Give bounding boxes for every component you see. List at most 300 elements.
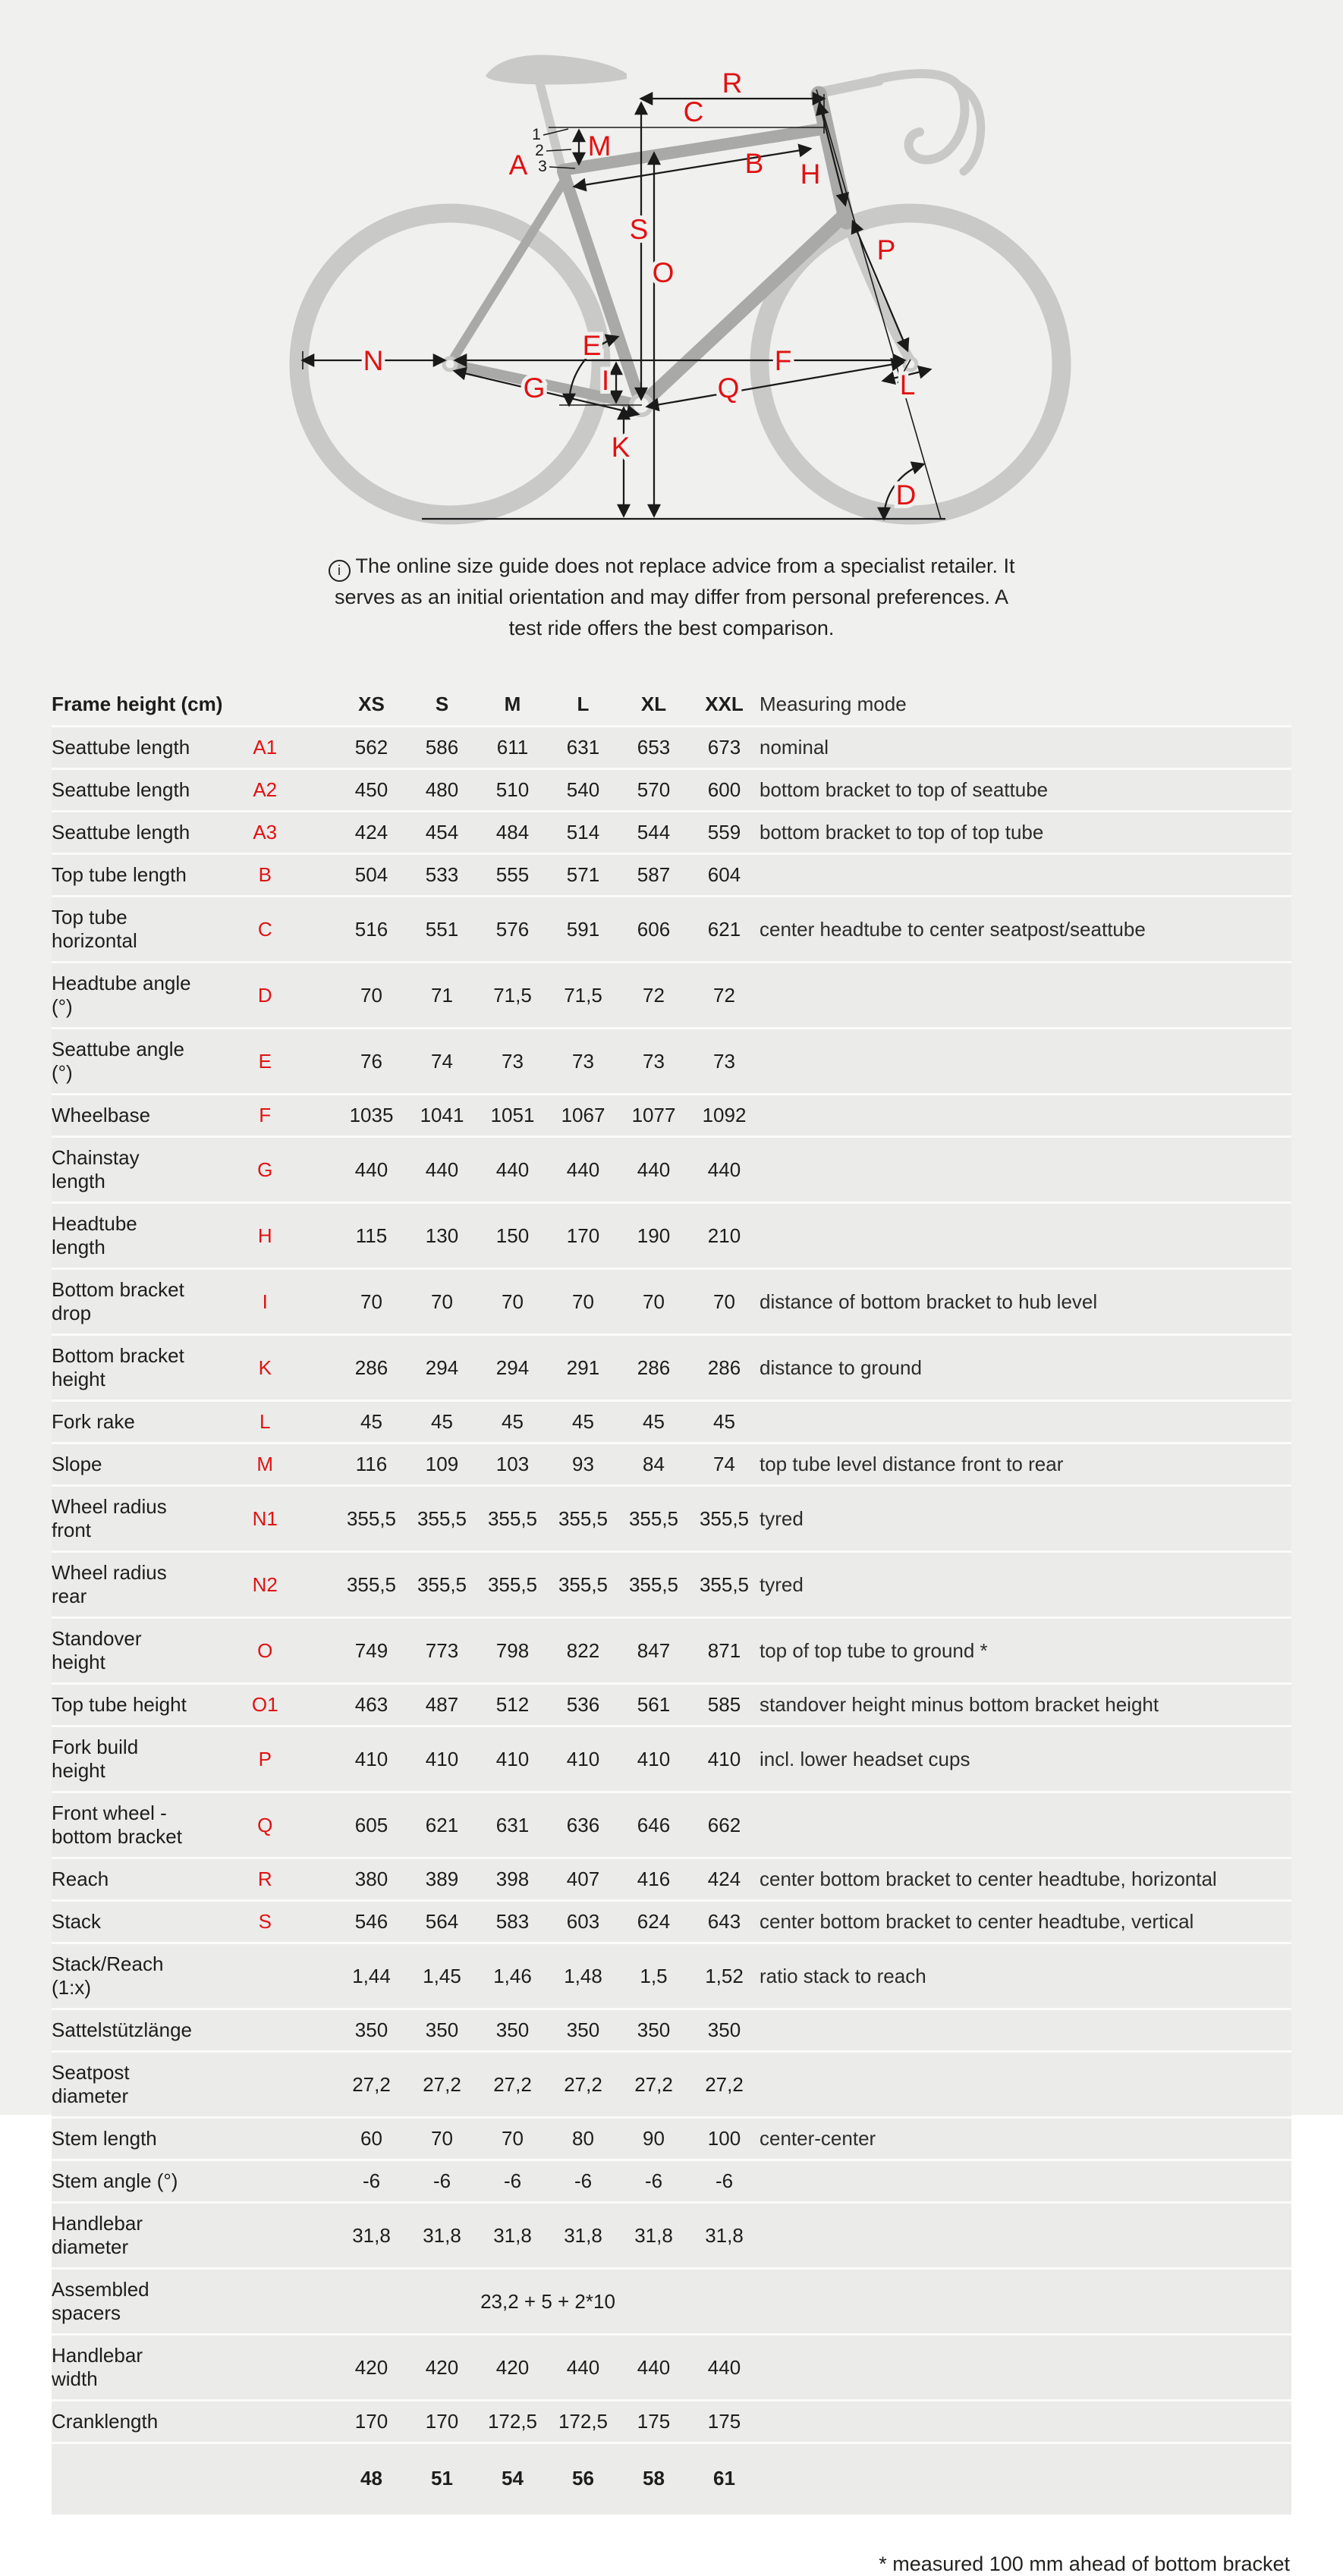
row-value: 286 [354,1356,388,1379]
row-value: 510 [495,778,530,801]
row-value: 170 [425,2410,459,2433]
row-letter: F [259,1104,272,1126]
row-value: 45 [643,1410,665,1433]
row-value: 410 [495,1747,530,1770]
row-label: Top tube height [52,1693,187,1716]
table-row [52,1335,1291,1401]
row-value: 350 [354,2018,388,2041]
table-row [52,1618,1291,1684]
table-row [52,1137,1291,1203]
row-value: 130 [425,1224,459,1247]
table-row [52,1901,1291,1943]
row-value: 611 [496,736,529,759]
row-value: 646 [637,1813,671,1836]
footer-size-value: 61 [713,2467,735,2490]
row-label: Chainstay length [52,1146,140,1192]
row-value: 1051 [490,1104,535,1126]
row-value: 190 [637,1224,671,1247]
row-value: 440 [495,1158,530,1181]
row-label: Reach [52,1868,109,1890]
dim-label-g: G [523,372,546,404]
row-value: 544 [637,821,671,843]
row-value: 416 [637,1868,671,1890]
row-value: 73 [713,1049,735,1073]
table-row [52,2203,1291,2269]
bike-geometry-diagram [0,0,1343,540]
table-row [52,2052,1291,2118]
dim-label-a: A [508,149,528,181]
row-value: 70 [431,1290,453,1313]
row-value: 70 [643,1290,665,1313]
header-measuring-mode: Measuring mode [760,685,1291,727]
row-value: 70 [502,1290,524,1313]
dim-label-a1: 1 [532,126,541,143]
row-value: 410 [707,1747,741,1770]
row-value: 31,8 [423,2223,461,2247]
row-value: 45 [572,1410,594,1433]
row-value: 31,8 [564,2223,602,2247]
table-row [52,897,1291,963]
row-value: 27,2 [564,2072,602,2096]
row-value: 100 [707,2127,741,2150]
row-letter: S [258,1910,272,1933]
footer-sizes-row [52,2443,1291,2515]
row-value: 585 [707,1693,741,1716]
row-value: 822 [566,1638,600,1662]
row-measuring-mode: nominal [760,736,829,759]
row-value: 31,8 [352,2223,391,2247]
row-value: 583 [495,1910,530,1933]
row-value: 175 [637,2410,671,2433]
row-letter: I [262,1290,268,1313]
row-value: 484 [495,821,530,843]
dim-label-e: E [582,330,602,361]
steering-axis-line [816,90,941,519]
dim-label-d: D [895,479,917,510]
header-size-xs: XS [336,685,407,727]
row-measuring-mode: center-center [760,2127,876,2150]
row-measuring-mode [760,2052,1291,2118]
footer-size-value: 48 [360,2467,382,2490]
row-measuring-mode [760,2335,1291,2401]
row-label: Sattelstützlänge [52,2018,193,2041]
table-row [52,1552,1291,1618]
row-letter: K [258,1356,272,1379]
row-letter: A1 [253,736,278,759]
row-value: 551 [425,917,459,941]
row-value: 27,2 [352,2072,391,2096]
row-value: 410 [354,1747,388,1770]
row-value: 1,45 [423,1964,461,1987]
row-value: 27,2 [705,2072,744,2096]
row-value: -6 [432,2169,451,2192]
row-value: 798 [495,1638,530,1662]
row-value: 45 [713,1410,735,1433]
row-value: 31,8 [705,2223,744,2247]
row-value: 389 [425,1868,459,1890]
row-letter [194,2401,337,2443]
table-row [52,1444,1291,1486]
row-letter: L [259,1410,271,1433]
row-value: 440 [707,2355,741,2379]
table-row [52,769,1291,812]
row-value: 662 [707,1813,741,1836]
row-value: 60 [360,2127,382,2150]
dim-label-b: B [744,148,764,179]
row-value: 653 [637,736,671,759]
row-value: 355,5 [699,1506,750,1530]
row-value: 73 [572,1049,594,1073]
row-letter [194,2203,337,2269]
row-value: 1,46 [493,1964,532,1987]
row-measuring-mode: tyred [760,1506,804,1530]
row-label: Top tube horizontal [52,906,137,952]
row-value: 93 [572,1453,594,1475]
row-letter [194,2160,337,2203]
row-value: 440 [637,2355,671,2379]
header-size-m: M [477,685,548,727]
dim-label-o: O [652,257,675,288]
handlebar [879,74,964,159]
row-label: Front wheel - bottom bracket [52,1802,182,1848]
table-row [52,812,1291,854]
row-label: Cranklength [52,2410,159,2433]
row-value: 1041 [420,1104,464,1126]
info-note-line-2: serves as an initial orientation and may differ from personal preferences. A [335,586,1008,608]
row-value: 773 [425,1638,459,1662]
row-value: 71,5 [493,983,532,1007]
row-value: 150 [495,1224,530,1247]
row-value: 643 [707,1910,741,1933]
row-value: 504 [354,863,388,886]
bike-silhouette [299,55,1062,515]
row-value: 440 [354,1158,388,1181]
row-value: 673 [707,736,741,759]
row-value: 1092 [702,1104,747,1126]
row-value: 536 [566,1693,600,1716]
table-row [52,1726,1291,1792]
row-value: 172,5 [487,2410,538,2433]
row-letter: A3 [253,821,278,843]
row-value: 571 [566,863,600,886]
geometry-table [52,685,1291,2515]
row-value: 603 [566,1910,600,1933]
row-value: 74 [713,1453,735,1475]
row-span-value: 23,2 + 5 + 2*10 [480,2289,615,2313]
row-value: 600 [707,778,741,801]
row-value: 116 [355,1453,388,1475]
dim-label-k: K [611,432,631,463]
row-value: 286 [707,1356,741,1379]
table-header-row [52,685,1291,727]
header-size-xxl: XXL [689,685,760,727]
row-value: 749 [354,1638,388,1662]
row-value: 70 [431,2127,453,2150]
row-measuring-mode [760,2009,1291,2052]
dim-label-a3: 3 [538,158,547,175]
row-value: 540 [566,778,600,801]
row-value: 72 [713,983,735,1007]
row-letter: Q [257,1813,273,1836]
row-measuring-mode: center bottom bracket to center headtube, horizontal [760,1868,1217,1890]
row-value: 73 [643,1049,665,1073]
row-value: 355,5 [346,1506,397,1530]
row-value: 84 [643,1453,665,1475]
row-measuring-mode: center bottom bracket to center headtube, vertical [760,1910,1194,1933]
row-measuring-mode: top tube level distance front to rear [760,1453,1064,1475]
footer-spacer [52,2443,336,2515]
info-icon: i [329,560,351,582]
row-value: 70 [572,1290,594,1313]
row-value: 424 [354,821,388,843]
row-label: Stem length [52,2127,157,2150]
row-label: Bottom bracket height [52,1344,184,1390]
row-value: 636 [566,1813,600,1836]
row-value: 70 [502,2127,524,2150]
dim-label-h: H [800,159,821,190]
row-value: 1,5 [640,1964,668,1987]
row-measuring-mode [760,1401,1291,1444]
info-note-line-1 [292,551,1051,582]
row-value: 355,5 [558,1572,609,1596]
row-value: -6 [574,2169,593,2192]
table-row [52,1203,1291,1269]
row-value: 170 [354,2410,388,2433]
footnote: * measured 100 mm ahead of bottom bracket [879,2552,1290,2575]
row-value: 355,5 [417,1572,467,1596]
row-value: 355,5 [699,1572,750,1596]
leader-a2 [546,149,571,151]
row-label: Standover height [52,1627,142,1673]
row-value: 561 [637,1693,671,1716]
dim-label-m: M [587,130,612,162]
row-value: 564 [425,1910,459,1933]
table-row [52,2269,1291,2335]
row-value: 175 [707,2410,741,2433]
row-measuring-mode: ratio stack to reach [760,1964,926,1987]
footer-size-value: 56 [572,2467,594,2490]
table-row [52,1792,1291,1858]
row-value: 480 [425,778,459,801]
row-value: 70 [713,1290,735,1313]
footer-size-value: 51 [431,2467,453,2490]
row-label: Assembled spacers [52,2278,149,2324]
row-label: Fork build height [52,1736,139,1782]
row-value: 410 [425,1747,459,1770]
row-value: 847 [637,1638,671,1662]
row-value: 294 [425,1356,459,1379]
row-value: 559 [707,821,741,843]
row-value: 355,5 [628,1506,679,1530]
row-value: 90 [643,2127,665,2150]
row-letter: C [257,917,272,941]
row-letter: R [257,1868,272,1890]
row-value: 350 [425,2018,459,2041]
row-value: 454 [425,821,459,843]
row-label: Fork rake [52,1410,135,1433]
row-value: 45 [502,1410,524,1433]
row-value: 424 [707,1868,741,1890]
table-row [52,854,1291,897]
row-value: 27,2 [423,2072,461,2096]
row-value: 410 [637,1747,671,1770]
row-value: 420 [495,2355,530,2379]
row-label: Slope [52,1453,102,1475]
row-value: 291 [566,1356,600,1379]
row-value: 76 [360,1049,382,1073]
row-measuring-mode: top of top tube to ground * [760,1638,988,1662]
row-value: 103 [495,1453,530,1475]
table-row [52,963,1291,1029]
row-value: 27,2 [493,2072,532,2096]
row-letter: N2 [252,1572,278,1596]
row-value: 115 [355,1224,388,1247]
table-row [52,2401,1291,2443]
row-value: 587 [637,863,671,886]
row-letter: G [257,1158,273,1181]
row-value: 407 [566,1868,600,1890]
row-value: 514 [566,821,600,843]
row-measuring-mode: incl. lower headset cups [760,1747,970,1770]
dim-label-l: L [899,369,916,401]
row-value: 74 [431,1049,453,1073]
dim-chainstay [454,371,638,414]
dim-label-i: I [601,365,610,396]
row-value: 70 [360,1290,382,1313]
row-value: 533 [425,863,459,886]
rear-hub [444,358,456,370]
row-measuring-mode: standover height minus bottom bracket height [760,1693,1159,1716]
row-value: 621 [707,917,741,941]
row-value: 631 [566,736,600,759]
row-value: 31,8 [493,2223,532,2247]
row-value: 440 [566,1158,600,1181]
row-value: 487 [425,1693,459,1716]
row-value: 71,5 [564,983,602,1007]
row-label: Handlebar diameter [52,2212,143,2258]
row-label: Stack/Reach (1:x) [52,1952,164,1999]
row-value: 516 [354,917,388,941]
row-value: 450 [354,778,388,801]
table-row [52,2009,1291,2052]
row-value: 1,48 [564,1964,602,1987]
row-measuring-mode [760,963,1291,1029]
row-value: 355,5 [487,1506,538,1530]
row-value: 624 [637,1910,671,1933]
row-measuring-mode: bottom bracket to top of seattube [760,778,1049,801]
row-value: -6 [503,2169,522,2192]
row-measuring-mode [760,1137,1291,1203]
row-letter: D [257,983,272,1007]
row-value: 27,2 [634,2072,673,2096]
row-value: 355,5 [346,1572,397,1596]
table-row [52,1486,1291,1552]
table-row [52,1684,1291,1726]
row-value: 398 [495,1868,530,1890]
row-value: 355,5 [558,1506,609,1530]
row-label: Seattube length [52,821,190,843]
row-label: Headtube angle (°) [52,972,191,1018]
row-label: Stem angle (°) [52,2169,178,2192]
row-value: 440 [566,2355,600,2379]
table-row [52,2118,1291,2160]
row-letter: O [257,1638,273,1662]
row-label: Handlebar width [52,2344,143,2390]
row-letter: M [256,1453,274,1475]
row-value: -6 [715,2169,734,2192]
row-value: 871 [707,1638,741,1662]
row-letter: H [257,1224,272,1247]
table-row [52,1401,1291,1444]
info-note [292,551,1051,644]
row-letter [194,2009,337,2052]
row-value: 72 [643,983,665,1007]
table-row [52,727,1291,769]
row-value: 570 [637,778,671,801]
table-row [52,2335,1291,2401]
row-value: 45 [360,1410,382,1433]
row-value: 591 [566,917,600,941]
row-letter: N1 [252,1506,278,1530]
row-value: 294 [495,1356,530,1379]
row-value: 350 [566,2018,600,2041]
row-value: 70 [360,983,382,1007]
row-measuring-mode: distance of bottom bracket to hub level [760,1290,1098,1313]
dim-label-r: R [722,68,743,99]
row-value: 350 [637,2018,671,2041]
downtube [641,218,841,405]
row-label: Wheel radius front [52,1495,167,1541]
row-value: 1,44 [352,1964,391,1987]
dim-label-s: S [629,214,649,245]
row-label: Top tube length [52,863,187,886]
row-value: 604 [707,863,741,886]
header-size-xl: XL [618,685,689,727]
info-note-line-3: test ride offers the best comparison. [508,617,835,639]
row-measuring-mode: distance to ground [760,1356,922,1379]
dim-label-p: P [876,234,896,265]
row-letter [194,2269,337,2335]
row-value: 73 [502,1049,524,1073]
row-measuring-mode [760,1029,1291,1095]
row-letter: A2 [253,778,278,801]
row-measuring-mode [760,854,1291,897]
dim-label-f: F [774,345,792,376]
dim-label-c: C [683,96,704,127]
row-value: 576 [495,917,530,941]
row-measuring-mode: center headtube to center seatpost/seattube [760,917,1146,941]
row-value: 350 [707,2018,741,2041]
bike-frame [444,94,917,415]
row-letter [194,2052,337,2118]
row-letter: O1 [251,1693,278,1716]
row-value: 440 [707,1158,741,1181]
row-value: 172,5 [558,2410,609,2433]
row-value: 621 [425,1813,459,1836]
row-value: 410 [566,1747,600,1770]
row-measuring-mode [760,2160,1291,2203]
row-value: 355,5 [487,1572,538,1596]
row-measuring-mode [760,1095,1291,1137]
row-value: 380 [354,1868,388,1890]
row-value: 71 [431,983,453,1007]
row-value: 440 [637,1158,671,1181]
row-value: 546 [354,1910,388,1933]
row-value: 355,5 [417,1506,467,1530]
row-value: 1077 [631,1104,676,1126]
table-row [52,1269,1291,1335]
row-letter: P [258,1747,272,1770]
